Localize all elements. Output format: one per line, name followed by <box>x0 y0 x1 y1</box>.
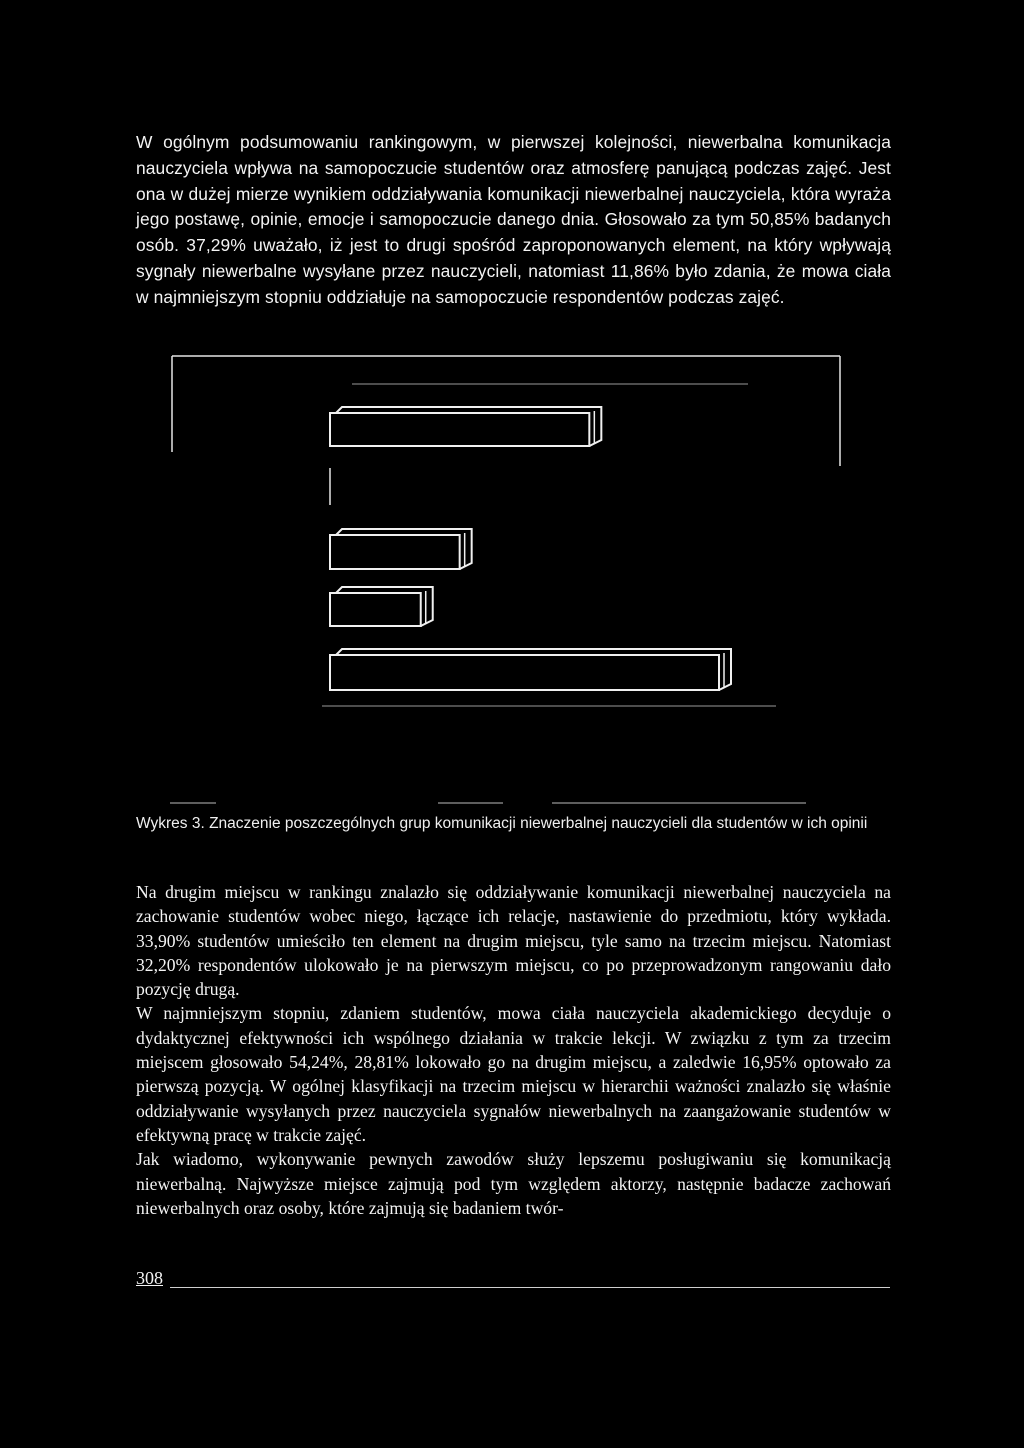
footer-rule <box>170 1287 890 1288</box>
page-number: 308 <box>136 1268 163 1288</box>
bar <box>330 529 472 569</box>
body-paragraph-3: Jak wiadomo, wykonywanie pewnych zawodów służy lepszemu posługiwaniu się komunikacją niewerbalną. Najwyższe miejsce zajmują pod tym względem aktorzy, następnie badacze zachowań niewerbalnych oraz osoby, które zajmują się badaniem twór- <box>136 1149 891 1218</box>
body-paragraph-2: W najmniejszym stopniu, zdaniem studentów, mowa ciała nauczyciela akademickiego decyduje o dydaktycznej efektywności ich wspólnego działania w trakcie lekcji. W związku z tym za trzecim miejscem głosowało 54,24%, 28,81% lokowało go na drugim miejscu, a zaledwie 16,95% optowało za pierwszą pozycją. W ogólnej klasyfikacji na trzecim miejscu w hierarchii ważności znalazło się właśnie oddziaływanie wysyłanych przez nauczyciela sygnałów niewerbalnych na zaangażowanie studentów w efektywną pracę w trakcie zajęć. <box>136 1003 891 1145</box>
bar <box>330 407 601 446</box>
chart-caption: Wykres 3. Znaczenie poszczególnych grup komunikacji niewerbalnej nauczycieli dla studentów w ich opinii <box>136 815 868 832</box>
paragraph-summary: W ogólnym podsumowaniu rankingowym, w pierwszej kolejności, niewerbalna komunikacja nauczyciela wpływa na samopoczucie studentów oraz atmosferę panującą podczas zajęć. Jest ona w dużej mierze wynikiem oddziaływania komunikacji niewerbalnej nauczyciela, która wyraża jego postawę, opinie, emocje i samopoczucie danego dnia. Głosowało za tym 50,85% badanych osób. 37,29% uważało, iż jest to drugi spośród zaproponowanych element, na który wpływają sygnały niewerbalne wysyłane przez nauczycieli, natomiast 11,86% było zdania, że mowa ciała w najmniejszym stopniu oddziałuje na samopoczucie respondentów podczas zajęć. <box>136 132 891 307</box>
bar-face <box>330 535 460 569</box>
body-paragraph-1: Na drugim miejscu w rankingu znalazło się oddziaływanie komunikacji niewerbalnej nauczyciela na zachowanie studentów wobec niego, łączące ich relacje, nastawienie do przedmiotu, który wykłada. 33,90% studentów umieściło ten element na drugim miejscu, tyle samo na trzecim miejscu. Natomiast 32,20% respondentów ulokowało je na pierwszym miejscu, co po przeprowadzonym rangowaniu dało pozycję drugą. <box>136 882 891 1000</box>
bar <box>330 649 731 690</box>
bar-face <box>330 655 719 690</box>
body-text <box>136 880 891 1220</box>
bar-face <box>330 413 589 446</box>
bar <box>330 587 433 626</box>
bar-face <box>330 593 421 626</box>
chart-frame <box>170 356 840 803</box>
